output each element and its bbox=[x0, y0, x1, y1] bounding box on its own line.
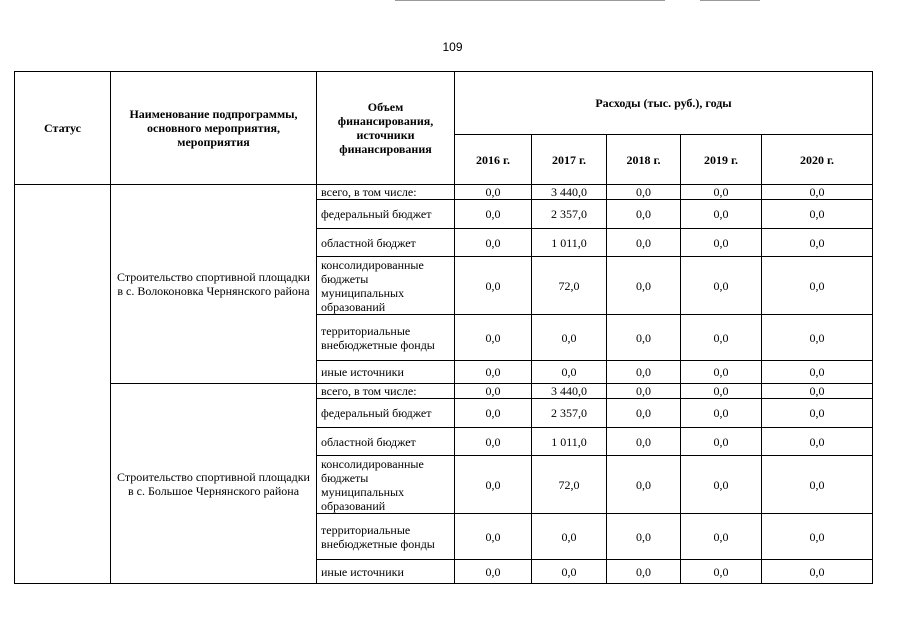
amount-cell: 0,0 bbox=[607, 456, 681, 514]
amount-cell: 0,0 bbox=[532, 361, 607, 384]
amount-cell: 0,0 bbox=[532, 315, 607, 361]
amount-cell: 0,0 bbox=[607, 384, 681, 399]
funding-source: федеральный бюджет bbox=[317, 399, 455, 428]
amount-cell: 0,0 bbox=[455, 257, 532, 315]
amount-cell: 0,0 bbox=[681, 257, 762, 315]
header-funding: Объем финансирования, источники финансирования bbox=[317, 72, 455, 185]
funding-source: федеральный бюджет bbox=[317, 200, 455, 229]
amount-cell: 0,0 bbox=[681, 456, 762, 514]
amount-cell: 0,0 bbox=[607, 514, 681, 560]
activity-name: Строительство спортивной площадки в с. Большое Чернянского района bbox=[111, 384, 317, 584]
header-name: Наименование подпрограммы, основного мероприятия, мероприятия bbox=[111, 72, 317, 185]
amount-cell: 0,0 bbox=[455, 560, 532, 584]
amount-cell: 0,0 bbox=[762, 361, 873, 384]
amount-cell: 0,0 bbox=[762, 200, 873, 229]
amount-cell: 0,0 bbox=[681, 229, 762, 257]
amount-cell: 2 357,0 bbox=[532, 399, 607, 428]
amount-cell: 0,0 bbox=[762, 315, 873, 361]
amount-cell: 0,0 bbox=[607, 560, 681, 584]
header-year: 2017 г. bbox=[532, 135, 607, 185]
funding-source: иные источники bbox=[317, 560, 455, 584]
table-row bbox=[15, 384, 873, 399]
amount-cell: 0,0 bbox=[607, 200, 681, 229]
status-cell bbox=[15, 185, 111, 584]
amount-cell: 0,0 bbox=[681, 315, 762, 361]
amount-cell: 0,0 bbox=[607, 361, 681, 384]
budget-table bbox=[14, 71, 873, 584]
scan-edge-line bbox=[700, 0, 760, 1]
amount-cell: 0,0 bbox=[455, 200, 532, 229]
amount-cell: 1 011,0 bbox=[532, 229, 607, 257]
amount-cell: 1 011,0 bbox=[532, 428, 607, 456]
amount-cell: 0,0 bbox=[455, 456, 532, 514]
funding-source: территориальные внебюджетные фонды bbox=[317, 514, 455, 560]
amount-cell: 0,0 bbox=[762, 399, 873, 428]
amount-cell: 0,0 bbox=[762, 456, 873, 514]
amount-cell: 0,0 bbox=[681, 200, 762, 229]
funding-source: консолидированные бюджеты муниципальных образований bbox=[317, 456, 455, 514]
amount-cell: 2 357,0 bbox=[532, 200, 607, 229]
amount-cell: 0,0 bbox=[607, 257, 681, 315]
header-year: 2020 г. bbox=[762, 135, 873, 185]
amount-cell: 72,0 bbox=[532, 257, 607, 315]
amount-cell: 0,0 bbox=[681, 399, 762, 428]
amount-cell: 0,0 bbox=[681, 361, 762, 384]
amount-cell: 0,0 bbox=[681, 428, 762, 456]
funding-source: иные источники bbox=[317, 361, 455, 384]
funding-source: областной бюджет bbox=[317, 229, 455, 257]
funding-source: территориальные внебюджетные фонды bbox=[317, 315, 455, 361]
funding-source: консолидированные бюджеты муниципальных образований bbox=[317, 257, 455, 315]
amount-cell: 0,0 bbox=[681, 514, 762, 560]
amount-cell: 0,0 bbox=[455, 361, 532, 384]
funding-source: всего, в том числе: bbox=[317, 384, 455, 399]
amount-cell: 3 440,0 bbox=[532, 384, 607, 399]
amount-cell: 0,0 bbox=[681, 185, 762, 200]
amount-cell: 0,0 bbox=[762, 229, 873, 257]
funding-source: всего, в том числе: bbox=[317, 185, 455, 200]
table-body bbox=[15, 185, 873, 584]
table-header bbox=[15, 72, 873, 185]
amount-cell: 0,0 bbox=[455, 229, 532, 257]
amount-cell: 0,0 bbox=[455, 315, 532, 361]
amount-cell: 0,0 bbox=[762, 514, 873, 560]
amount-cell: 0,0 bbox=[532, 560, 607, 584]
amount-cell: 0,0 bbox=[762, 185, 873, 200]
funding-source: областной бюджет bbox=[317, 428, 455, 456]
header-expenses: Расходы (тыс. руб.), годы bbox=[455, 72, 873, 135]
amount-cell: 0,0 bbox=[607, 428, 681, 456]
header-status: Статус bbox=[15, 72, 111, 185]
amount-cell: 0,0 bbox=[455, 399, 532, 428]
amount-cell: 72,0 bbox=[532, 456, 607, 514]
table-row bbox=[15, 185, 873, 200]
amount-cell: 0,0 bbox=[607, 185, 681, 200]
amount-cell: 0,0 bbox=[455, 185, 532, 200]
amount-cell: 0,0 bbox=[532, 514, 607, 560]
page-number: 109 bbox=[442, 40, 463, 54]
amount-cell: 3 440,0 bbox=[532, 185, 607, 200]
amount-cell: 0,0 bbox=[607, 315, 681, 361]
header-year: 2016 г. bbox=[455, 135, 532, 185]
amount-cell: 0,0 bbox=[762, 257, 873, 315]
amount-cell: 0,0 bbox=[762, 428, 873, 456]
header-year: 2019 г. bbox=[681, 135, 762, 185]
scan-edge-line bbox=[395, 0, 665, 1]
amount-cell: 0,0 bbox=[607, 399, 681, 428]
amount-cell: 0,0 bbox=[762, 384, 873, 399]
amount-cell: 0,0 bbox=[681, 560, 762, 584]
amount-cell: 0,0 bbox=[455, 514, 532, 560]
amount-cell: 0,0 bbox=[455, 428, 532, 456]
header-year: 2018 г. bbox=[607, 135, 681, 185]
amount-cell: 0,0 bbox=[455, 384, 532, 399]
amount-cell: 0,0 bbox=[681, 384, 762, 399]
amount-cell: 0,0 bbox=[762, 560, 873, 584]
activity-name: Строительство спортивной площадки в с. Волоконовка Чернянского района bbox=[111, 185, 317, 384]
amount-cell: 0,0 bbox=[607, 229, 681, 257]
